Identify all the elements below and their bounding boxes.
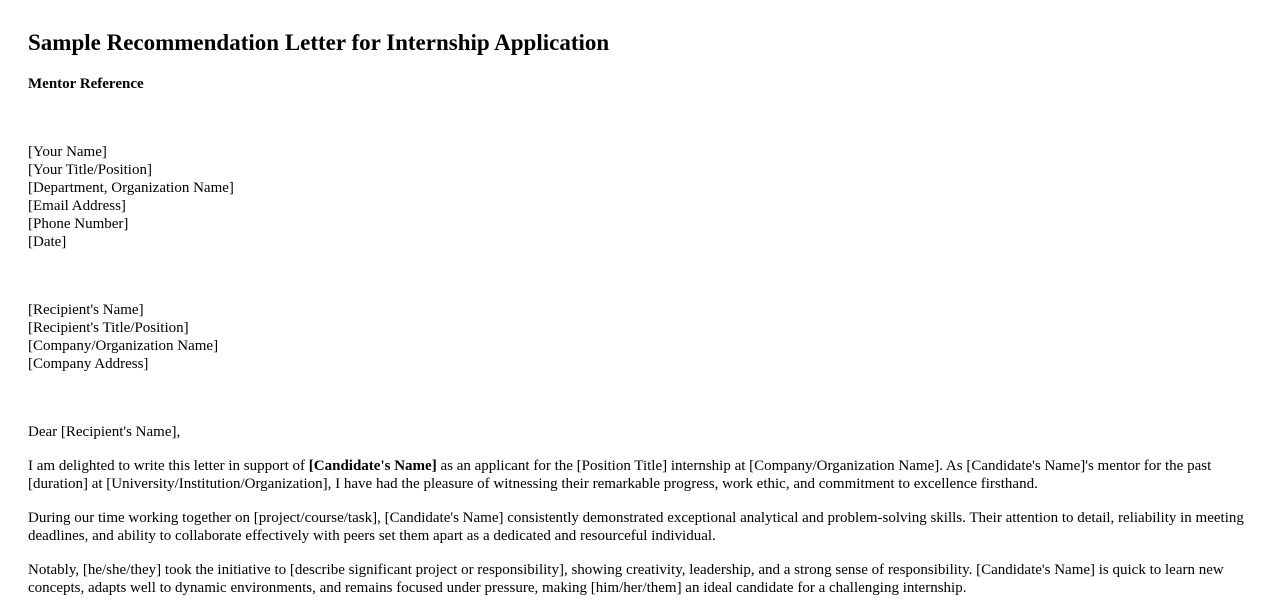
paragraph-introduction-text-end: as an applicant for the [Position Title] internship at [Company/Organization Name]. As [Candidate's Name]'s mentor for the past [duration] at [University/Institution/Organization], I have had the pleasure of witnessing their remarkable progress, work ethic, and commitment to excellence firsthand. xyxy=(28,458,1212,492)
paragraph-skills: During our time working together on [project/course/task], [Candidate's Name] consistently demonstrated exceptional analytical and problem-solving skills. Their attention to detail, reliability in meeting deadlines, and ability to collaborate effectively with peers set them apart as a dedicated and resourceful individual. xyxy=(28,510,1244,544)
paragraph-introduction-text-start: I am delighted to write this letter in support of xyxy=(28,458,309,474)
sender-title: [Your Title/Position] xyxy=(28,162,152,178)
sender-name: [Your Name] xyxy=(28,144,107,160)
recipient-address: [Company Address] xyxy=(28,356,149,372)
sender-address-block xyxy=(28,143,234,251)
sender-organization: [Department, Organization Name] xyxy=(28,180,234,196)
salutation: Dear [Recipient's Name], xyxy=(28,424,181,440)
sender-email: [Email Address] xyxy=(28,198,126,214)
candidate-name-bold: [Candidate's Name] xyxy=(308,458,437,474)
recipient-name: [Recipient's Name] xyxy=(28,302,144,318)
recipient-title: [Recipient's Title/Position] xyxy=(28,320,189,336)
document-subtitle: Mentor Reference xyxy=(28,76,144,92)
document-title: Sample Recommendation Letter for Internship Application xyxy=(28,30,610,55)
sender-phone: [Phone Number] xyxy=(28,216,129,232)
paragraph-introduction xyxy=(28,457,1250,493)
recipient-address-block xyxy=(28,301,218,373)
paragraph-initiative: Notably, [he/she/they] took the initiative to [describe significant project or responsibility], showing creativity, leadership, and a strong sense of responsibility. [Candidate's Name] is quick to learn new concepts, adapts well to dynamic environments, and remains focused under pressure, making [him/her/them] an ideal candidate for a challenging internship. xyxy=(28,562,1224,596)
recipient-organization: [Company/Organization Name] xyxy=(28,338,219,354)
letter-date: [Date] xyxy=(28,234,67,250)
